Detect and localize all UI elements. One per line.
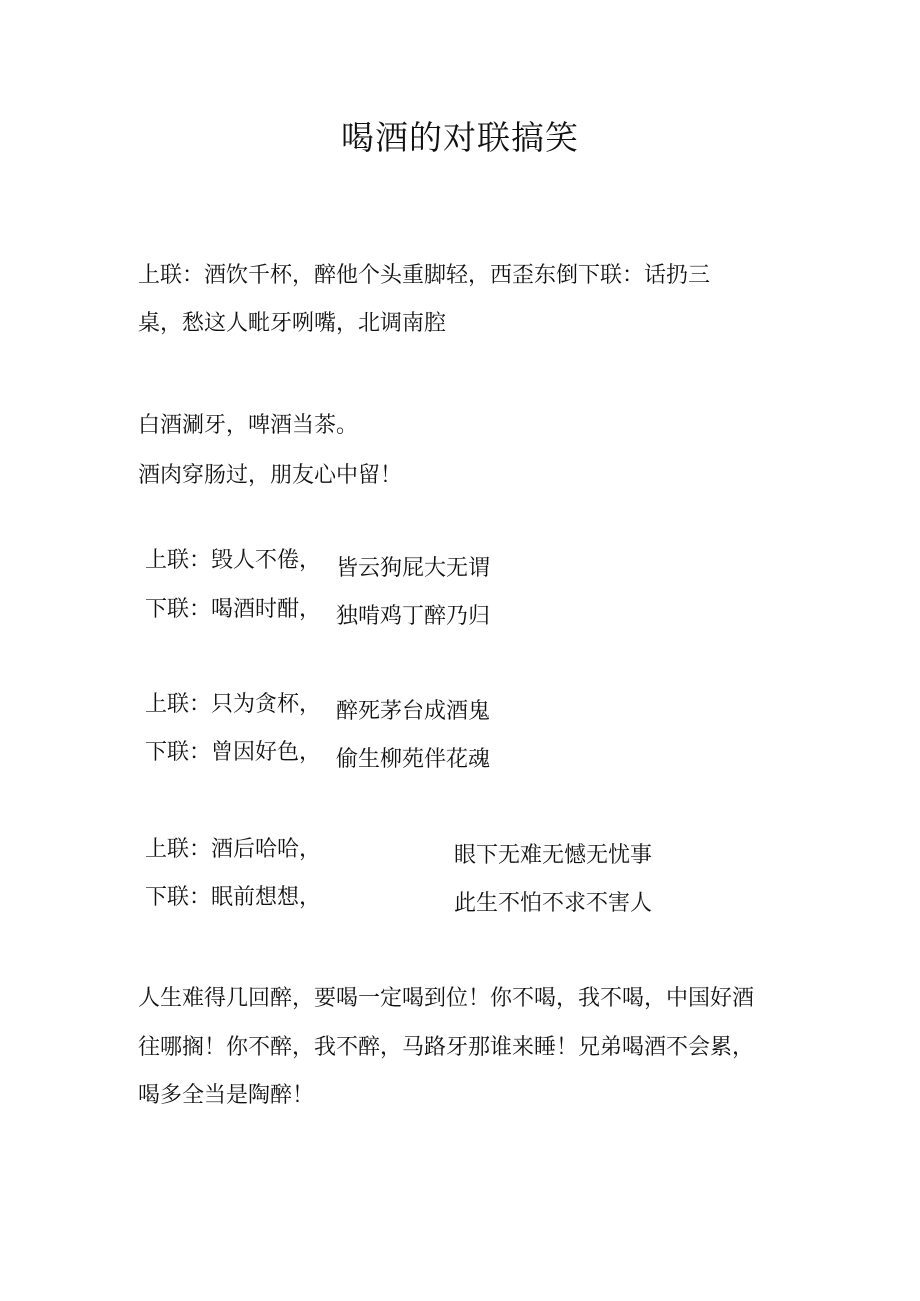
couplet-1-upper-left: 上联：毁人不倦，	[145, 548, 322, 573]
closing-line-3: 喝多全当是陶醉！	[138, 1083, 315, 1108]
couplet-2-upper-right: 醉死茅台成酒鬼	[336, 699, 491, 724]
couplet-2-upper-left: 上联：只为贪杯，	[145, 692, 322, 717]
couplet-2-lower-left: 下联：曾因好色，	[145, 740, 322, 765]
couplet-3-upper-right: 眼下无难无憾无忧事	[454, 843, 653, 868]
couplet-1-lower-right: 独啃鸡丁醉乃归	[336, 604, 491, 629]
couplet-2-lower-right: 偷生柳苑伴花魂	[336, 747, 491, 772]
intro-line-1: 上联：酒饮千杯，醉他个头重脚轻，西歪东倒下联：话扔三	[138, 263, 711, 288]
couplet-3-lower-left: 下联：眠前想想，	[145, 885, 322, 910]
closing-line-2: 往哪搁！你不醉，我不醉，马路牙那谁来睡！兄弟喝酒不会累，	[138, 1035, 755, 1060]
saying-line-1: 白酒涮牙，啤酒当茶。	[138, 413, 359, 438]
couplet-3-lower-right: 此生不怕不求不害人	[454, 891, 653, 916]
couplet-1-upper-right: 皆云狗屁大无谓	[336, 556, 491, 581]
document-title: 喝酒的对联搞笑	[341, 118, 579, 157]
closing-line-1: 人生难得几回醉，要喝一定喝到位！你不喝，我不喝，中国好酒	[138, 986, 755, 1011]
intro-line-2: 桌，愁这人毗牙咧嘴，北调南腔	[138, 311, 447, 336]
saying-line-2: 酒肉穿肠过，朋友心中留！	[138, 463, 403, 488]
couplet-3-upper-left: 上联：酒后哈哈，	[145, 837, 322, 862]
couplet-1-lower-left: 下联：喝酒时酣，	[145, 597, 322, 622]
